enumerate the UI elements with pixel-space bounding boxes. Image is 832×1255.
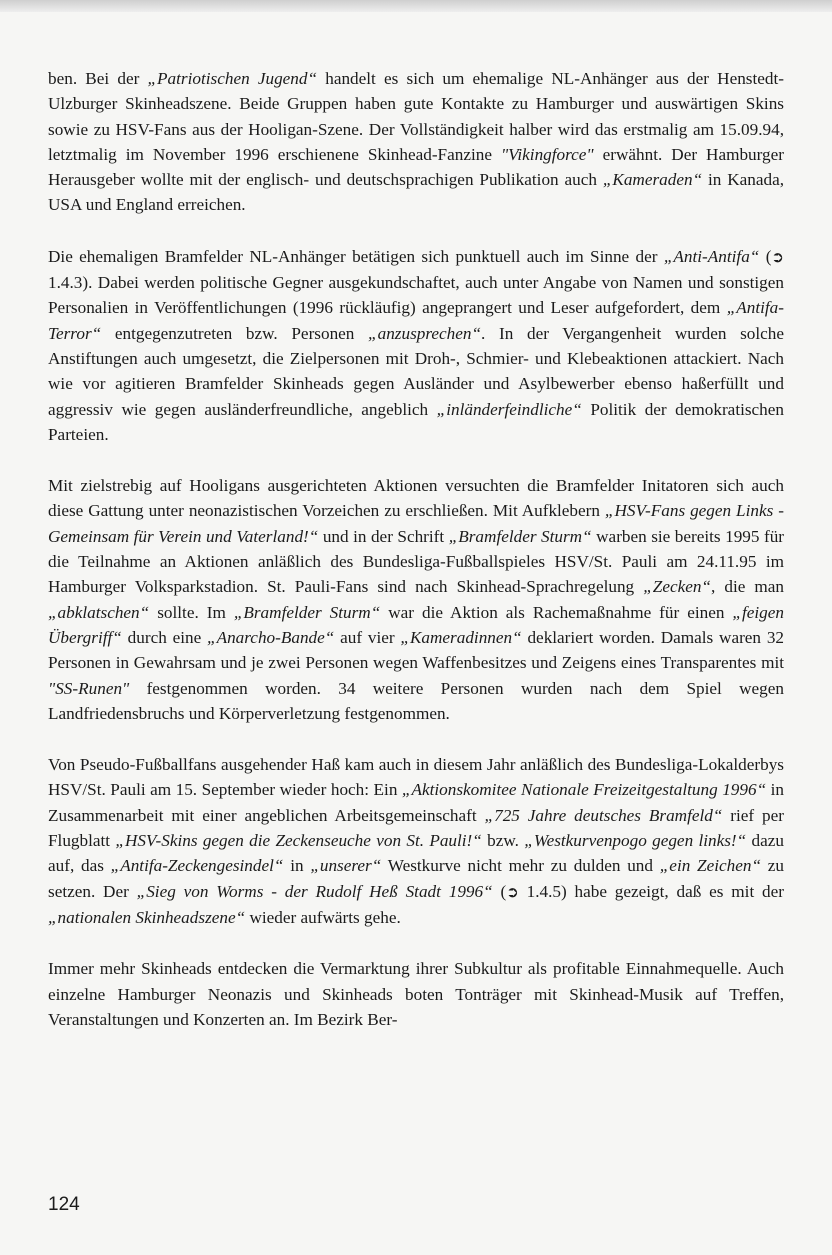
italic-quote: „Bramfelder Sturm“ [448,526,592,546]
italic-quote: „HSV-Skins gegen die Zeckenseuche von St. Pauli!“ [115,831,482,851]
text-run: erwähnt. Der Hamburger Herausgeber wollte mit der englisch- und deutschsprachigen Publikation auch [48,144,785,190]
italic-quote: „Sieg von Worms - der Rudolf Heß Stadt 1996“ [136,881,493,901]
text-run: sollte. Im [149,602,234,622]
text-run: in [283,856,311,876]
text-run: Die ehemaligen Bramfelder NL-Anhänger betätigen sich punktuell auch im Sinne der [48,246,664,266]
text-run: handelt es sich um ehemalige NL-Anhänger aus der Henstedt-Ulzburger Skinheadszene. Beide Gruppen haben gute Kontakte zu Hamburger und auswärtigen Skins sowie zu HSV-Fans aus der Hooligan-Szene. Der Vollständigkeit halber wird das erstmalig am 15.09.94, letztmalig im November 1996 erschienene Skinhead-Fanzine [48,69,784,164]
italic-quote: „nationalen Skinheadszene“ [48,907,246,927]
italic-quote: „Antifa-Zeckengesindel“ [110,856,284,876]
italic-quote: „Anarcho-Bande“ [207,627,335,647]
paragraph-p5 [48,956,784,1032]
document-page-body [48,66,784,1058]
text-run: in Kanada, USA und England erreichen. [48,170,785,215]
text-run: und in der Schrift [318,526,449,546]
italic-quote: „feigen Übergriff“ [48,602,784,647]
italic-quote: „unserer“ [310,856,382,876]
text-run: auf vier [334,627,401,647]
text-run: . In der Vergangenheit wurden solche Anstiftungen auch umgesetzt, die Zielpersonen mit Droh-, Schmier- und Klebeaktionen attackiert. Nach wie vor agitieren Bramfelder Skinheads gegen Ausländer und Asylbewerber ebenso haßerfüllt und aggressiv wie gegen ausländerfreundliche, angeblich [48,323,784,419]
paragraph-p4 [48,752,784,930]
text-run: bzw. [481,831,525,851]
italic-quote: „inländerfeindliche“ [436,399,582,419]
text-run: war die Aktion als Rachemaßnahme für einen [380,602,733,622]
text-run: Westkurve nicht mehr zu dulden und [381,856,660,876]
text-run: in Zusammenarbeit mit einer angeblichen Arbeitsgemeinschaft [48,780,785,825]
page-top-edge [0,0,832,12]
paragraph-p1 [48,66,784,218]
italic-quote: „anzusprechen“ [368,323,482,343]
text-run: rief per Flugblatt [48,805,784,851]
italic-quote: „Westkurvenpogo gegen links!“ [524,831,747,851]
cross-reference-arrow-icon: ➲ [506,882,519,901]
text-run: warben sie bereits 1995 für die Teilnahme an Aktionen anläßlich des Bundesliga-Fußballspieles HSV/St. Pauli am 24.11.95 im Hamburger Volksparkstadion. St. Pauli-Fans sind nach Skinhead-Sprachregelung [48,526,785,597]
text-run: Mit zielstrebig auf Hooligans ausgerichteten Aktionen versuchten die Bramfelder Initatoren sich auch diese Gattung unter neonazistischen Vorzeichen zu erschließen. Mit Aufklebern [48,476,784,521]
italic-quote: "Vikingforce" [500,144,594,164]
page-number: 124 [48,1194,80,1215]
text-run: dazu auf, das [48,831,784,876]
text-run: festgenommen worden. 34 weitere Personen wurden nach dem Spiel wegen Landfriedensbruchs und Körperverletzung festgenommen. [48,678,784,723]
paragraph-p3 [48,473,784,726]
text-run: 1.4.5) habe gezeigt, daß es mit der [518,881,784,901]
text-run: , die man [711,577,785,597]
text-run: Politik der demokratischen Parteien. [48,399,784,444]
text-run: entgegenzutreten bzw. Personen [101,323,369,343]
text-run: ( [759,246,772,266]
italic-quote: „ein Zeichen“ [659,856,762,876]
text-run: Von Pseudo-Fußballfans ausgehender Haß kam auch in diesem Jahr anläßlich des Bundesliga-Lokalderbys HSV/St. Pauli am 15. September wieder hoch: Ein [48,755,784,800]
text-run: ( [492,881,507,901]
text-run: wieder aufwärts gehe. [245,907,401,927]
italic-quote: „Aktionskomitee Nationale Freizeitgestaltung 1996“ [401,780,767,800]
italic-quote: „Patriotischen Jugend“ [147,69,318,88]
italic-quote: „725 Jahre deutsches Bramfeld“ [484,805,723,825]
italic-quote: „abklatschen“ [48,602,150,622]
italic-quote: „Anti-Antifa“ [663,246,760,266]
text-run: 1.4.3). Dabei werden politische Gegner ausgekundschaftet, auch unter Angabe von Namen und sonstigen Personalien in Veröffentlichungen (1996 rückläufig) angeprangert und Leser aufgefordert, dem [48,273,784,318]
italic-quote: „Kameradinnen“ [400,627,522,647]
italic-quote: „Kameraden“ [602,170,703,190]
italic-quote: „HSV-Fans gegen Links - Gemeinsam für Verein und Vaterland!“ [48,501,784,546]
italic-quote: „Antifa-Terror“ [48,298,784,343]
text-run: deklariert worden. Damals waren 32 Personen in Gewahrsam und je zwei Personen wegen Waffenbesitzes und Zeigens eines Transparentes mit [48,627,785,673]
text-run: ben. Bei der [48,69,148,88]
italic-quote: „Bramfelder Sturm“ [233,602,381,622]
text-run: Immer mehr Skinheads entdecken die Vermarktung ihrer Subkultur als profitable Einnahmequelle. Auch einzelne Hamburger Neonazis und Skinheads boten Tonträger mit Skinhead-Musik auf Treffen, Veranstaltungen und Konzerten an. Im Bezirk Ber- [48,959,784,1029]
text-run: durch eine [121,627,208,647]
italic-quote: "SS-Runen" [48,678,130,698]
italic-quote: „Zecken“ [643,577,711,597]
paragraph-p2 [48,244,784,447]
text-run: zu setzen. Der [48,856,784,901]
cross-reference-arrow-icon: ➲ [771,247,784,266]
